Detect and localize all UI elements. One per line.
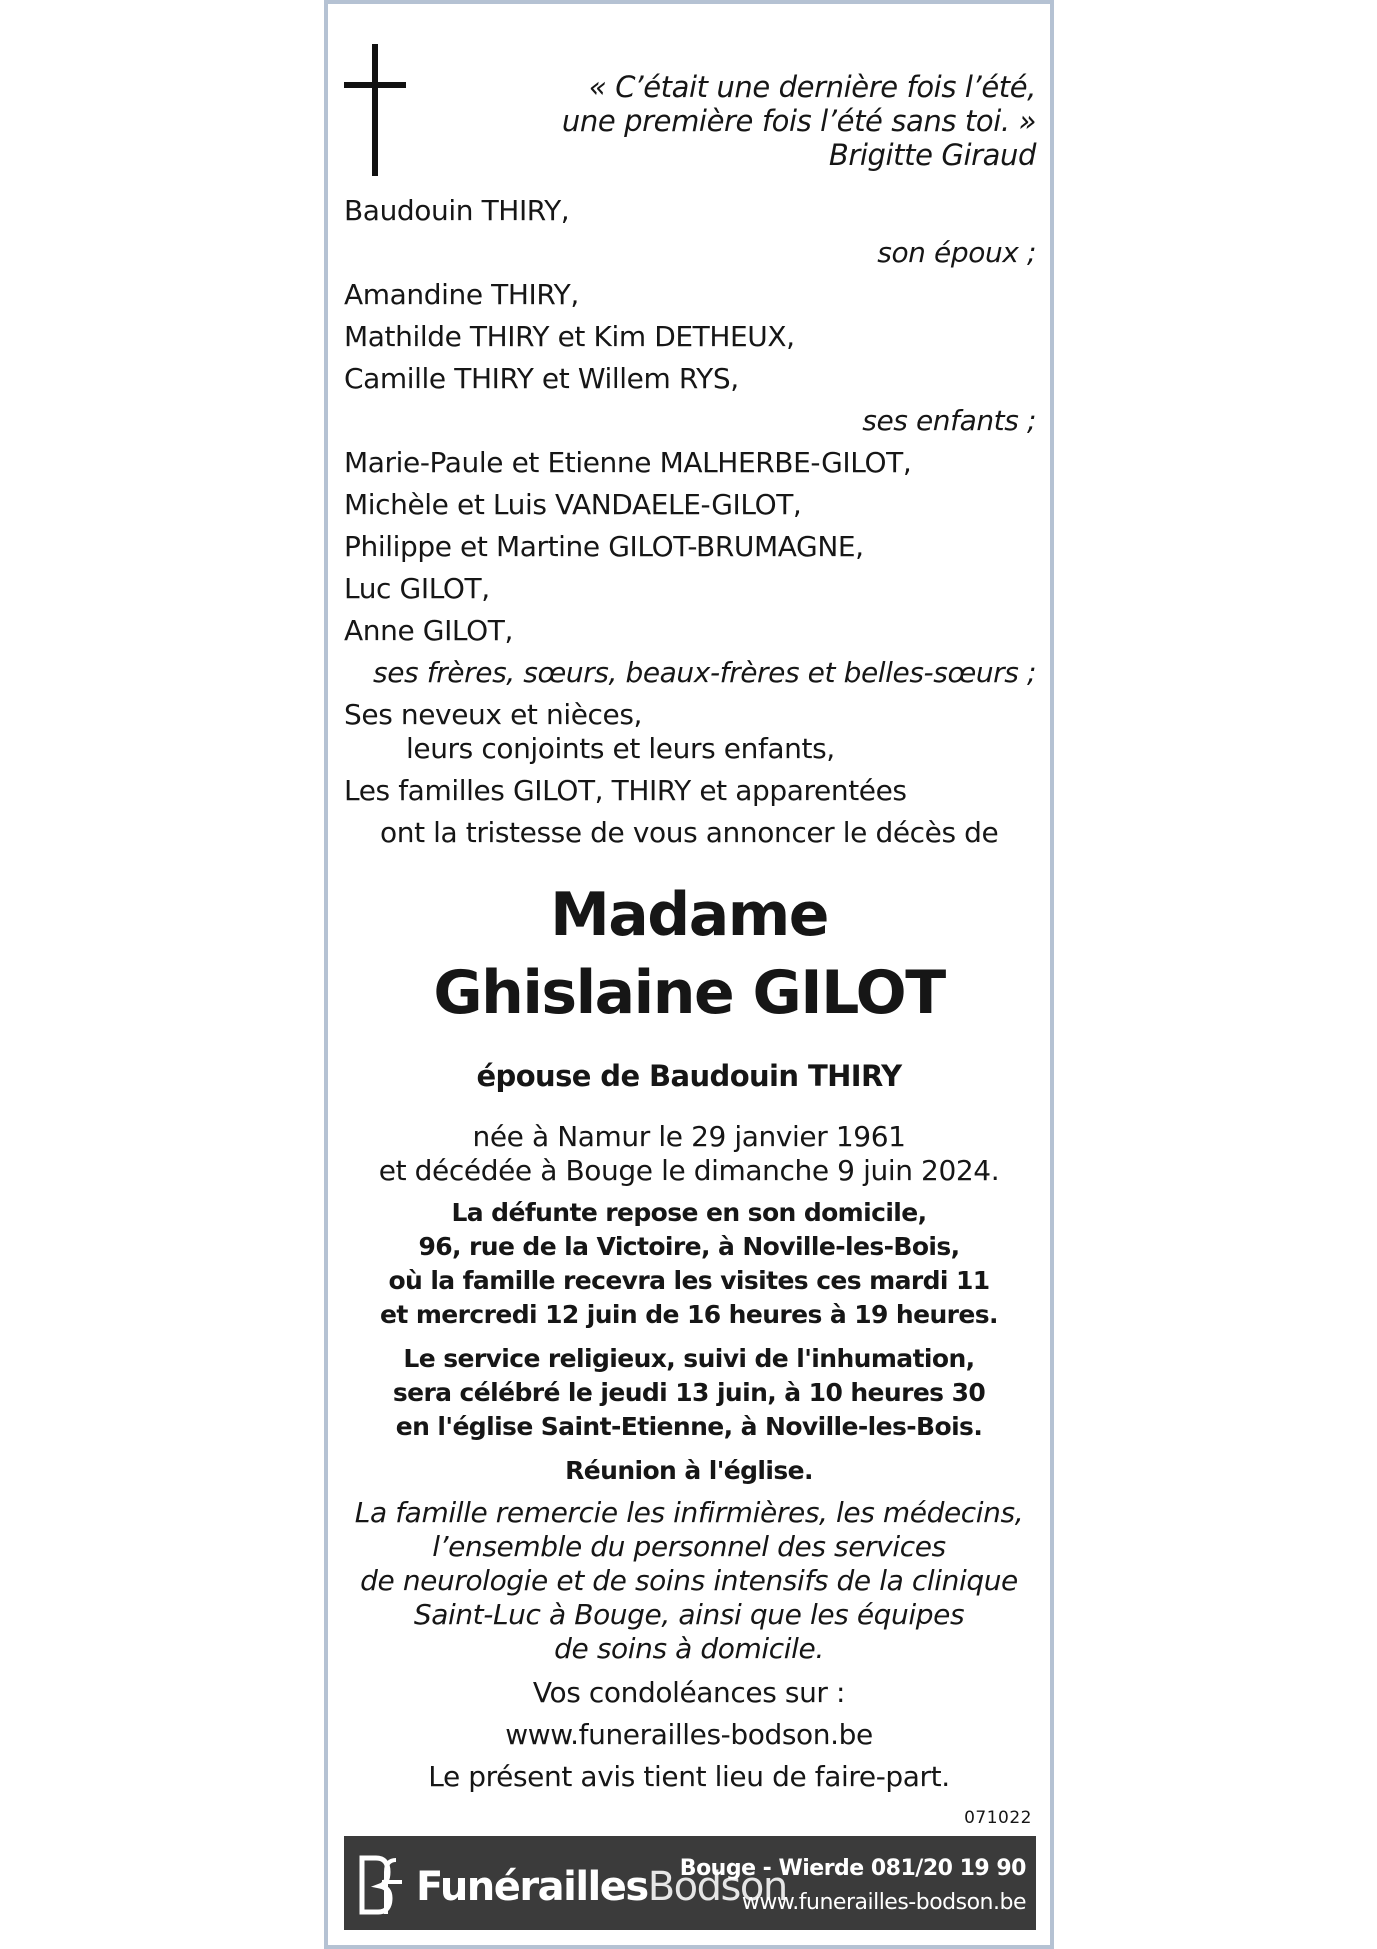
deceased-name: Ghislaine GILOT: [433, 958, 945, 1028]
notice-line: Le présent avis tient lieu de faire-part.: [428, 1760, 950, 1793]
reunion-line: Réunion à l'église.: [565, 1456, 813, 1485]
visitation-line: La défunte repose en son domicile,: [451, 1198, 927, 1227]
families-line: Les familles GILOT, THIRY et apparentées: [344, 774, 907, 807]
brand-part-2: Bodson: [647, 1864, 787, 1910]
thanks-line: de soins à domicile.: [554, 1632, 824, 1665]
reference-code: 071022: [964, 1808, 1032, 1828]
deceased-title: Madame: [550, 880, 828, 950]
spouse-of: épouse de Baudouin THIRY: [476, 1059, 902, 1093]
cross-icon: [372, 44, 378, 176]
thanks-line: Saint-Luc à Bouge, ainsi que les équipes: [413, 1598, 965, 1631]
death-line: et décédée à Bouge le dimanche 9 juin 2024.: [378, 1154, 1000, 1187]
cross-icon-bar: [344, 82, 406, 88]
child-name: Amandine THIRY,: [344, 278, 579, 311]
funeral-home-banner: [344, 1836, 1036, 1930]
visitation-line: et mercredi 12 juin de 16 heures à 19 heures.: [380, 1300, 998, 1329]
location-phone: Bouge - Wierde 081/20 19 90: [679, 1856, 1026, 1881]
spouse-name: Baudouin THIRY,: [344, 194, 570, 227]
service-line: en l'église Saint-Etienne, à Noville-les-Bois.: [395, 1412, 983, 1441]
condolences-url[interactable]: www.funerailles-bodson.be: [505, 1718, 873, 1751]
thanks-line: de neurologie et de soins intensifs de la clinique: [360, 1564, 1018, 1597]
epigraph-quote: [476, 70, 1036, 172]
obituary-notice: [324, 0, 1054, 1949]
nephews-line: Ses neveux et nièces,: [344, 698, 643, 731]
quote-author: Brigitte Giraud: [828, 138, 1036, 172]
quote-line: une première fois l’été sans toi. »: [561, 104, 1036, 138]
sibling-name: Marie-Paule et Etienne MALHERBE-GILOT,: [344, 446, 912, 479]
bodson-logo-icon: [356, 1852, 408, 1918]
nephews-line: leurs conjoints et leurs enfants,: [406, 732, 835, 765]
announce-line: ont la tristesse de vous annoncer le décès de: [380, 816, 999, 849]
children-relation: ses enfants ;: [862, 404, 1036, 437]
footer-url[interactable]: www.funerailles-bodson.be: [741, 1890, 1026, 1915]
child-name: Mathilde THIRY et Kim DETHEUX,: [344, 320, 795, 353]
spouse-relation: son époux ;: [877, 236, 1036, 269]
quote-line: « C’était une dernière fois l’été,: [588, 70, 1036, 104]
thanks-line: l’ensemble du personnel des services: [432, 1530, 946, 1563]
service-line: sera célébré le jeudi 13 juin, à 10 heures 30: [392, 1378, 986, 1407]
sibling-name: Philippe et Martine GILOT-BRUMAGNE,: [344, 530, 864, 563]
birth-line: née à Namur le 29 janvier 1961: [472, 1120, 906, 1153]
visitation-line: 96, rue de la Victoire, à Noville-les-Bois,: [418, 1232, 960, 1261]
visitation-line: où la famille recevra les visites ces mardi 11: [388, 1266, 990, 1295]
siblings-relation: ses frères, sœurs, beaux-frères et belles-sœurs ;: [373, 656, 1036, 689]
sibling-name: Anne GILOT,: [344, 614, 513, 647]
brand-part-1: Funérailles: [416, 1864, 648, 1910]
service-line: Le service religieux, suivi de l'inhumation,: [403, 1344, 975, 1373]
sibling-name: Michèle et Luis VANDAELE-GILOT,: [344, 488, 802, 521]
thanks-line: La famille remercie les infirmières, les médecins,: [354, 1496, 1024, 1529]
condolences-label: Vos condoléances sur :: [532, 1676, 846, 1709]
sibling-name: Luc GILOT,: [344, 572, 490, 605]
child-name: Camille THIRY et Willem RYS,: [344, 362, 739, 395]
